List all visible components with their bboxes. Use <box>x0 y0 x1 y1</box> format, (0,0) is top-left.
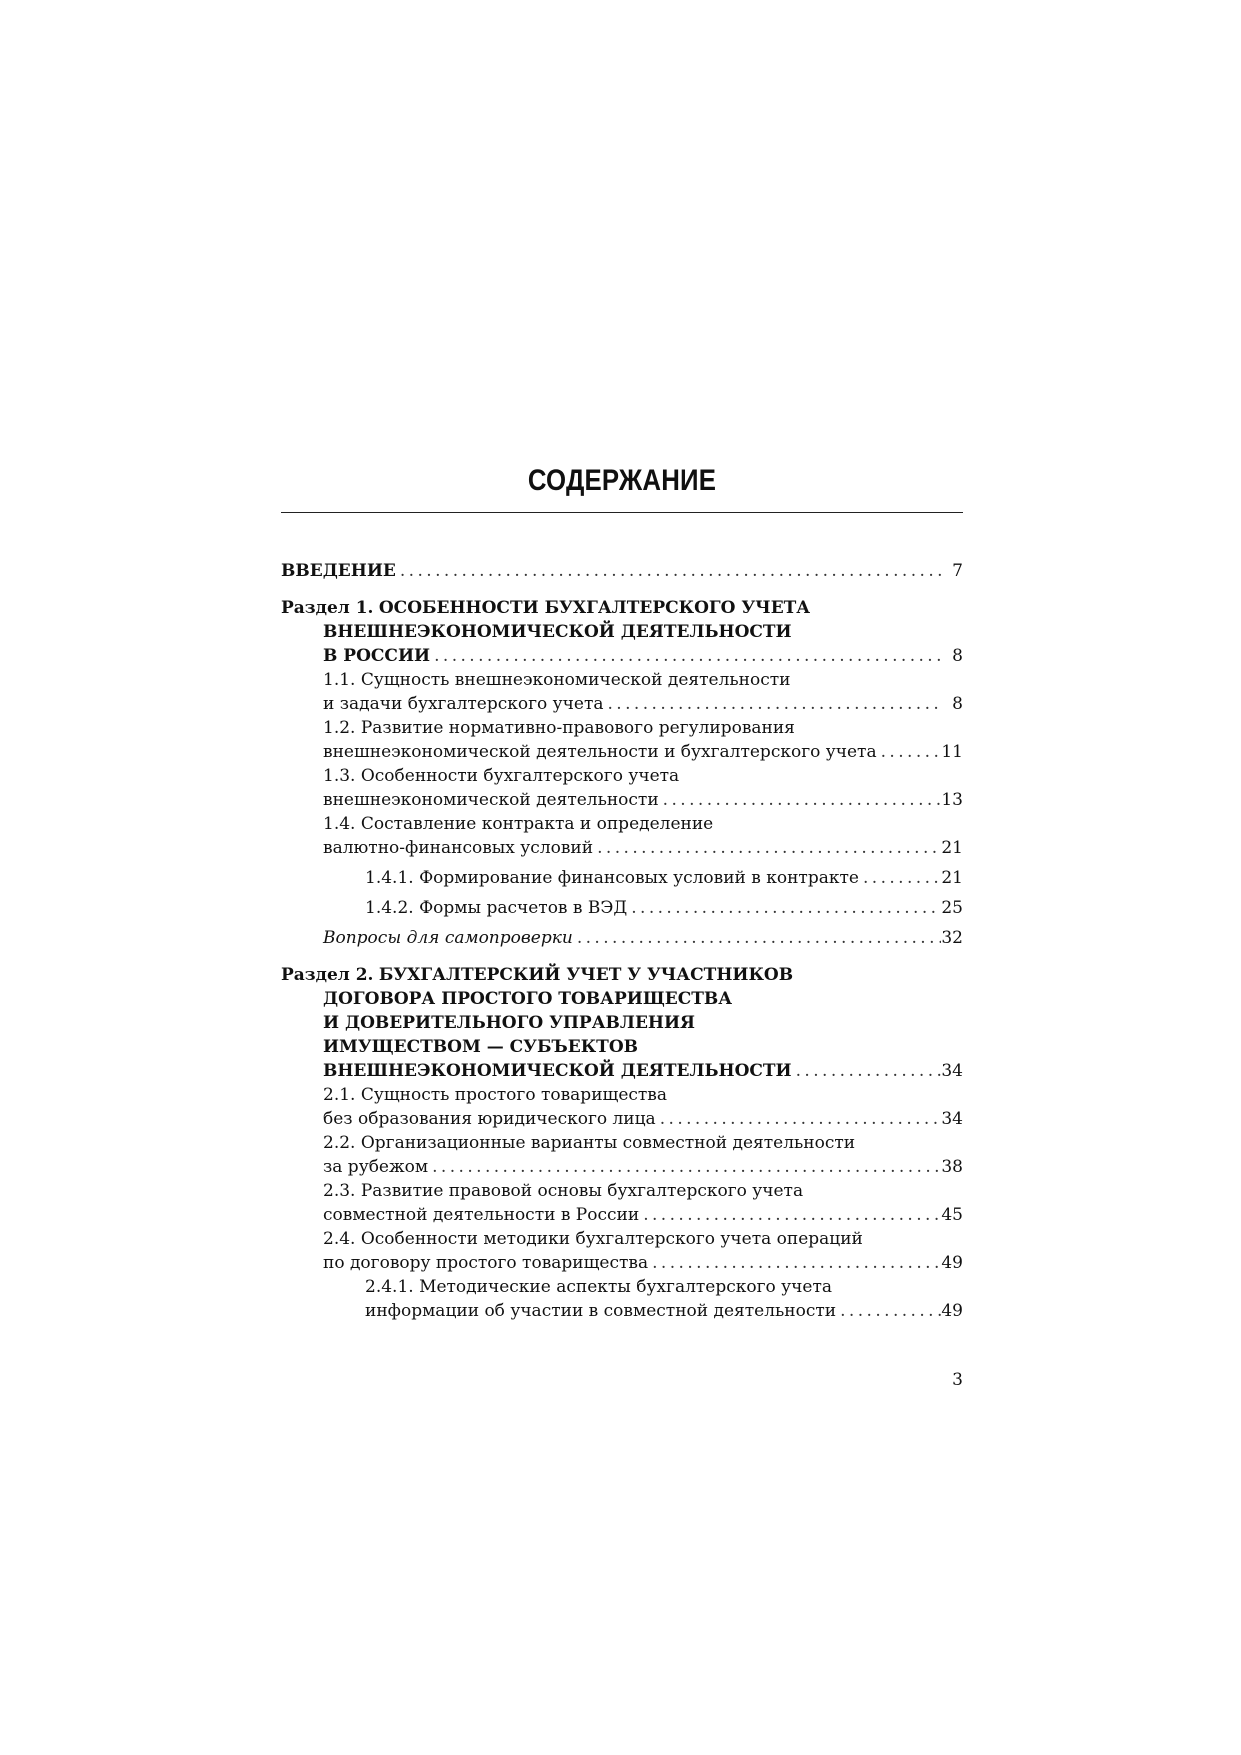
toc-entry-line: 2.2. Организационные варианты совместной деятельности <box>323 1133 856 1153</box>
section-title-line: ОСОБЕННОСТИ БУХГАЛТЕРСКОГО УЧЕТА <box>378 598 811 618</box>
section-title-line: ИМУЩЕСТВОМ — СУБЪЕКТОВ <box>323 1037 638 1057</box>
toc-entry-label: ВВЕДЕНИЕ <box>281 561 396 581</box>
toc-entry-1-1[interactable] <box>281 668 963 716</box>
toc-entry-line: 1.4.1. Формирование финансовых условий в контракте <box>365 868 859 888</box>
dot-leader <box>396 559 941 583</box>
toc-entry-line: без образования юридического лица <box>323 1109 656 1129</box>
toc-entry-2-1[interactable] <box>281 1083 963 1131</box>
toc-entry-line: внешнеэкономической деятельности <box>323 790 659 810</box>
section-title-line: ДОГОВОРА ПРОСТОГО ТОВАРИЩЕСТВА <box>323 989 733 1009</box>
dot-leader <box>859 866 941 890</box>
toc-entry-line: и задачи бухгалтерского учета <box>323 694 604 714</box>
dot-leader <box>877 740 941 764</box>
toc-entry-line: 2.4. Особенности методики бухгалтерского учета операций <box>323 1229 863 1249</box>
dot-leader <box>428 1155 941 1179</box>
toc-entry-line: информации об участии в совместной деятельности <box>365 1301 837 1321</box>
toc-page-number: 34 <box>941 1109 963 1129</box>
toc-entry-2-3[interactable] <box>281 1179 963 1227</box>
section-title-line: В РОССИИ <box>323 646 431 666</box>
section-title-line: ВНЕШНЕЭКОНОМИЧЕСКОЙ ДЕЯТЕЛЬНОСТИ <box>323 622 792 642</box>
dot-leader <box>627 896 941 920</box>
section-prefix: Раздел 1. <box>281 598 374 618</box>
dot-leader <box>792 1059 941 1083</box>
toc-page-number: 8 <box>952 694 963 714</box>
dot-leader <box>573 926 941 950</box>
toc-entry-line: валютно-финансовых условий <box>323 838 594 858</box>
toc-entry-1-4[interactable] <box>281 812 963 860</box>
dot-leader <box>593 836 941 860</box>
dot-leader <box>656 1107 941 1131</box>
toc-entry-1-4-1[interactable] <box>281 866 963 890</box>
dot-leader <box>430 644 941 668</box>
toc-entry-line: 1.3. Особенности бухгалтерского учета <box>323 766 680 786</box>
toc-page-number: 49 <box>941 1253 963 1273</box>
section-prefix: Раздел 2. <box>281 965 374 985</box>
section-title-line: И ДОВЕРИТЕЛЬНОГО УПРАВЛЕНИЯ <box>323 1013 696 1033</box>
toc-entry-line: 2.4.1. Методические аспекты бухгалтерского учета <box>365 1277 833 1297</box>
toc-entry-line: Вопросы для самопроверки <box>323 928 573 948</box>
toc-page-number: 21 <box>941 868 963 888</box>
toc-entry-2-4-1[interactable] <box>281 1275 963 1323</box>
section-title-line: БУХГАЛТЕРСКИЙ УЧЕТ У УЧАСТНИКОВ <box>378 965 794 985</box>
toc-entry-line: 2.3. Развитие правовой основы бухгалтерского учета <box>323 1181 804 1201</box>
toc-entry-1-4-2[interactable] <box>281 896 963 920</box>
toc-page-number: 49 <box>941 1301 963 1321</box>
dot-leader <box>836 1299 941 1323</box>
toc-page-number: 11 <box>941 742 963 762</box>
toc-page-number: 25 <box>941 898 963 918</box>
toc-entry-1-2[interactable] <box>281 716 963 764</box>
toc-entry-line: совместной деятельности в России <box>323 1205 640 1225</box>
table-of-contents <box>281 559 963 1323</box>
toc-page-number: 13 <box>941 790 963 810</box>
toc-page-number: 8 <box>952 646 963 666</box>
toc-entry-line: 1.4.2. Формы расчетов в ВЭД <box>365 898 628 918</box>
dot-leader <box>604 692 942 716</box>
toc-entry-line: 1.2. Развитие нормативно-правового регулирования <box>323 718 795 738</box>
dot-leader <box>639 1203 941 1227</box>
toc-page-number: 21 <box>941 838 963 858</box>
section-title-line: ВНЕШНЕЭКОНОМИЧЕСКОЙ ДЕЯТЕЛЬНОСТИ <box>323 1061 792 1081</box>
page-number: 3 <box>952 1370 963 1390</box>
toc-section-1[interactable] <box>281 596 963 668</box>
toc-page-number: 32 <box>941 928 963 948</box>
toc-entry-1-3[interactable] <box>281 764 963 812</box>
page-title: СОДЕРЖАНИЕ <box>527 464 717 497</box>
toc-section-2[interactable] <box>281 963 963 1083</box>
title-rule <box>281 512 963 513</box>
toc-entry-line: 2.1. Сущность простого товарищества <box>323 1085 668 1105</box>
toc-entry-2-4[interactable] <box>281 1227 963 1275</box>
dot-leader <box>659 788 941 812</box>
dot-leader <box>648 1251 941 1275</box>
toc-entry-line: 1.1. Сущность внешнеэкономической деятельности <box>323 670 791 690</box>
toc-entry-line: за рубежом <box>323 1157 429 1177</box>
toc-entry-line: 1.4. Составление контракта и определение <box>323 814 714 834</box>
toc-page-number: 38 <box>941 1157 963 1177</box>
toc-entry-introduction[interactable] <box>281 559 963 583</box>
toc-entry-self-check-questions[interactable] <box>281 926 963 950</box>
toc-page-number: 34 <box>941 1061 963 1081</box>
toc-page-number: 7 <box>952 561 963 581</box>
title-block <box>281 462 963 513</box>
toc-page-number: 45 <box>941 1205 963 1225</box>
toc-entry-line: по договору простого товарищества <box>323 1253 649 1273</box>
toc-entry-2-2[interactable] <box>281 1131 963 1179</box>
toc-entry-line: внешнеэкономической деятельности и бухгалтерского учета <box>323 742 877 762</box>
